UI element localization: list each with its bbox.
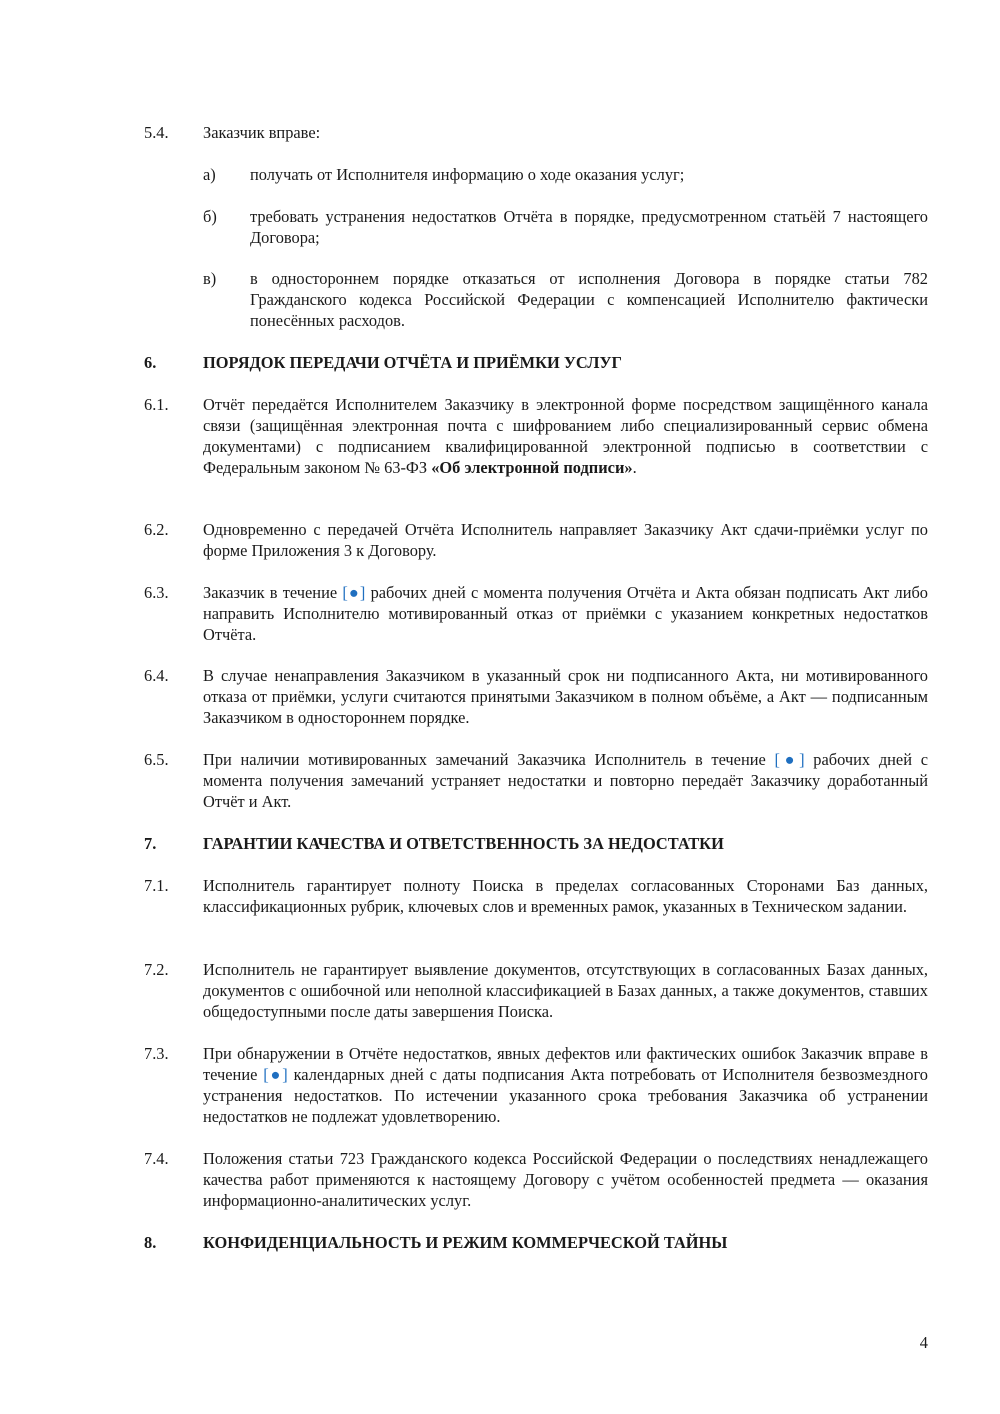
clause-text: В случае ненаправления Заказчиком в указанный срок ни подписанного Акта, ни мотивированного отказа от приёмки, услуги считаются принятыми Заказчиком в полном объёме, а Акт — подписанным Заказчиком в одностороннем порядке. xyxy=(203,666,928,727)
clause-text xyxy=(203,749,928,812)
subclause-text: получать от Исполнителя информацию о ходе оказания услуг; xyxy=(250,165,685,184)
clause-5-4 xyxy=(144,122,928,143)
section-number: 6. xyxy=(144,353,157,372)
clause-6-3 xyxy=(144,582,928,645)
page-number: 4 xyxy=(919,1333,928,1352)
clause-number: 7.4. xyxy=(144,1149,169,1168)
subclause-a xyxy=(203,164,928,185)
subclause-mark: б) xyxy=(203,207,217,226)
clause-text: Исполнитель гарантирует полноту Поиска в пределах согласованных Сторонами Баз данных, классификационных рубрик, ключевых слов и временных рамок, указанных в Техническом задании. xyxy=(203,876,928,916)
law-title: «Об электронной подписи» xyxy=(431,458,633,477)
clause-text: Одновременно с передачей Отчёта Исполнитель направляет Заказчику Акт сдачи-приёмки услуг по форме Приложения 3 к Договору. xyxy=(203,520,928,560)
section-6-heading xyxy=(144,352,928,373)
subclause-text: в одностороннем порядке отказаться от исполнения Договора в порядке статьи 782 Гражданского кодекса Российской Федерации с компенсацией Исполнителю фактически понесённых расходов. xyxy=(250,269,928,330)
clause-number: 6.2. xyxy=(144,520,169,539)
clause-6-4 xyxy=(144,665,928,728)
clause-text: Положения статьи 723 Гражданского кодекса Российской Федерации о последствиях ненадлежащего качества работ применяются к настоящему Договору с учётом особенностей предмета — оказания информационно-аналитических услуг. xyxy=(203,1149,928,1210)
clause-7-4 xyxy=(144,1148,928,1211)
subclause-mark: в) xyxy=(203,269,217,288)
placeholder-field: [●] xyxy=(774,750,805,769)
clause-number: 5.4. xyxy=(144,123,169,142)
clause-text: Исполнитель не гарантирует выявление документов, отсутствующих в согласованных Базах данных, документов с ошибочной или неполной классификацией в Базах данных, а также документов, ставших общедоступными после даты завершения Поиска. xyxy=(203,960,928,1021)
clause-text-end: . xyxy=(632,458,637,477)
section-number: 7. xyxy=(144,834,157,853)
clause-text-after: рабочих дней с момента получения Отчёта и Акта обязан подписать Акт либо направить Исполнителю мотивированный отказ от приёмки с указанием конкретных недостатков Отчёта. xyxy=(203,583,929,644)
clause-number: 7.1. xyxy=(144,876,169,895)
clause-6-1 xyxy=(144,394,928,478)
subclause-text: требовать устранения недостатков Отчёта в порядке, предусмотренном статьёй 7 настоящего Договора; xyxy=(250,207,928,247)
subclause-b xyxy=(203,206,928,248)
placeholder-field: [●] xyxy=(263,1065,288,1084)
clause-6-2 xyxy=(144,519,928,561)
clause-number: 7.2. xyxy=(144,960,169,979)
clause-7-1 xyxy=(144,875,928,917)
subclause-mark: а) xyxy=(203,165,216,184)
clause-text xyxy=(203,582,928,645)
clause-6-5 xyxy=(144,749,928,812)
clause-text: Заказчик вправе: xyxy=(203,123,321,142)
section-number: 8. xyxy=(144,1233,157,1252)
subclause-v xyxy=(203,268,928,331)
clause-7-3 xyxy=(144,1043,928,1127)
clause-number: 7.3. xyxy=(144,1044,169,1063)
clause-7-2 xyxy=(144,959,928,1022)
clause-text xyxy=(203,1043,928,1127)
clause-text-before: Заказчик в течение xyxy=(203,583,343,602)
section-title: КОНФИДЕНЦИАЛЬНОСТЬ И РЕЖИМ КОММЕРЧЕСКОЙ ТАЙНЫ xyxy=(203,1233,728,1252)
section-7-heading xyxy=(144,833,928,854)
clause-text-before: При наличии мотивированных замечаний Заказчика Исполнитель в течение xyxy=(203,750,775,769)
placeholder-field: [●] xyxy=(342,583,366,602)
clause-text-body: Отчёт передаётся Исполнителем Заказчику в электронной форме посредством защищённого канала связи (защищённая электронная почта с шифрованием либо специализированный сервис обмена документами) с подписанием квалифицированной электронной подписью в соответствии с Федеральным законом № 63-ФЗ xyxy=(203,395,928,477)
clause-number: 6.4. xyxy=(144,666,169,685)
clause-text-after: календарных дней с даты подписания Акта потребовать от Исполнителя безвозмездного устранения недостатков. По истечении указанного срока требования Заказчика об устранении недостатков не подлежат удовлетворению. xyxy=(203,1065,928,1126)
clause-number: 6.1. xyxy=(144,395,169,414)
section-title: ГАРАНТИИ КАЧЕСТВА И ОТВЕТСТВЕННОСТЬ ЗА НЕДОСТАТКИ xyxy=(203,834,724,853)
clause-number: 6.5. xyxy=(144,750,169,769)
clause-text-before: При обнаружении в Отчёте недостатков, явных дефектов или фактических ошибок Заказчик вправе в течение xyxy=(203,1044,928,1084)
section-title: ПОРЯДОК ПЕРЕДАЧИ ОТЧЁТА И ПРИЁМКИ УСЛУГ xyxy=(203,353,622,372)
clause-number: 6.3. xyxy=(144,583,169,602)
clause-text xyxy=(203,394,928,478)
section-8-heading xyxy=(144,1232,928,1253)
clause-text-after: рабочих дней с момента получения замечаний устраняет недостатки и повторно передаёт Заказчику доработанный Отчёт и Акт. xyxy=(203,750,928,811)
